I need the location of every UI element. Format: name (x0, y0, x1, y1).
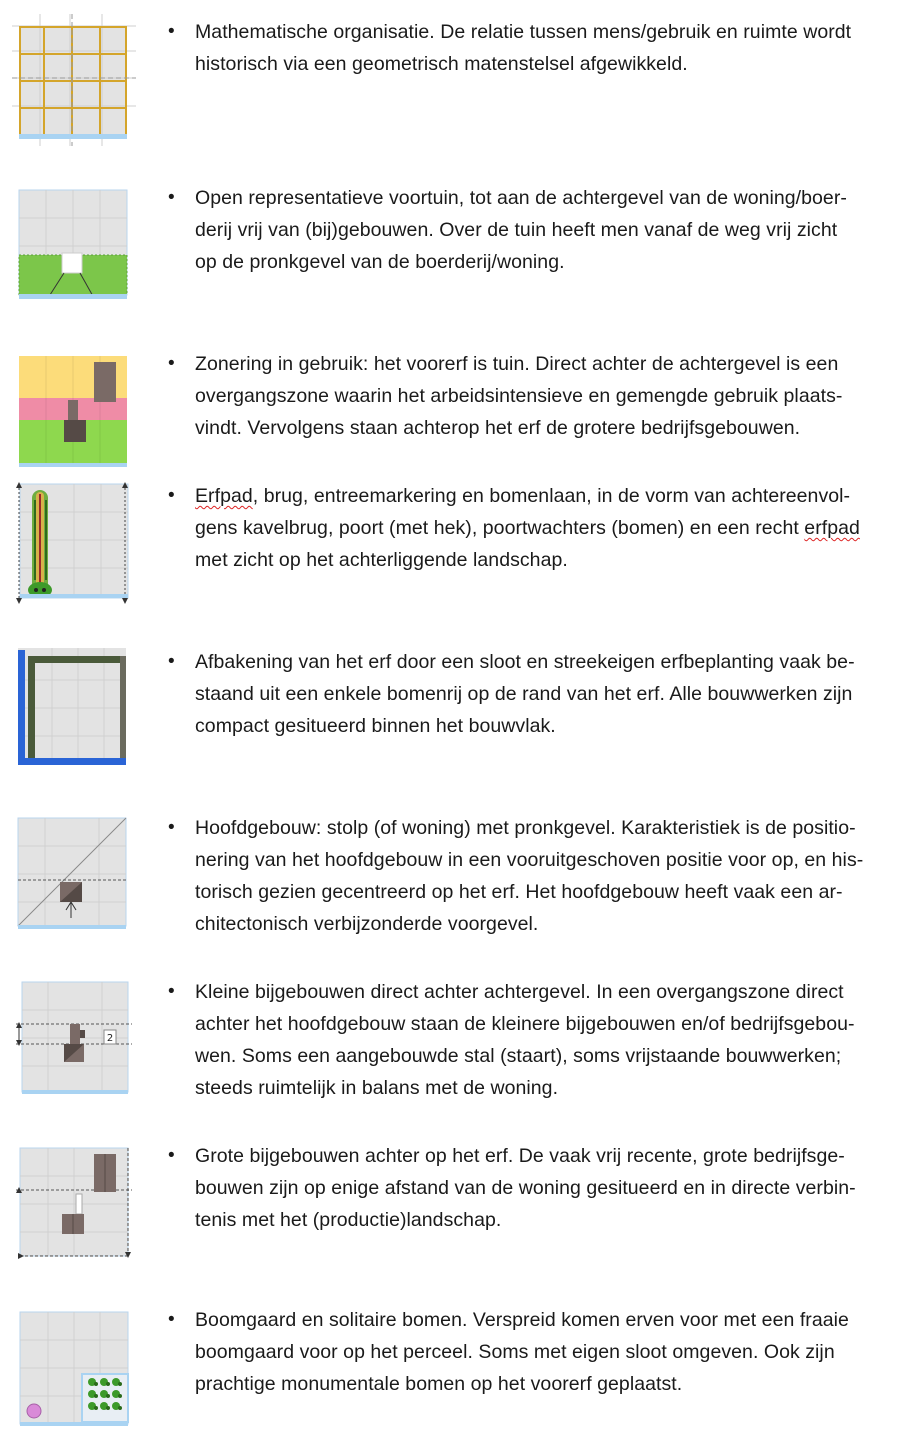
bullet: • (168, 353, 175, 374)
zoning-icon (12, 346, 136, 468)
text-line: compact gesitueerd binnen het bouwvlak. (195, 715, 556, 737)
list-item (0, 14, 918, 148)
bullet: • (168, 981, 175, 1002)
geometric-grid-icon (12, 14, 136, 146)
bullet: • (168, 1145, 175, 1166)
text-line-rest: , brug, entreemarkering en bomenlaan, in de vorm van achtereenvol- (252, 485, 851, 507)
text-line: prachtige monumentale bomen op het voorerf geplaatst. (195, 1373, 683, 1395)
text-line: Afbakening van het erf door een sloot en streekeigen erfbeplanting vaak be- (195, 651, 855, 673)
item-text (195, 812, 909, 940)
list-item (0, 810, 918, 936)
text-line: Open representatieve voortuin, tot aan de achtergevel van de woning/boer- (195, 187, 847, 209)
list-item (0, 180, 918, 306)
text-line-rest: gens kavelbrug, poort (met hek), poortwachters (bomen) en een recht (195, 517, 805, 539)
bullet: • (168, 651, 175, 672)
text-line: bouwen zijn op enige afstand van de woning gesitueerd en in directe verbin- (195, 1177, 856, 1199)
text-line: Mathematische organisatie. De relatie tussen mens/gebruik en ruimte wordt (195, 21, 852, 43)
text-line: Kleine bijgebouwen direct achter achtergevel. In een overgangszone direct (195, 981, 844, 1003)
text-line: met zicht op het achterliggende landschap. (195, 549, 568, 571)
yard-boundary-icon (12, 644, 136, 768)
small-outbuildings-icon (12, 974, 136, 1100)
text-line: Zonering in gebruik: het voorerf is tuin. Direct achter de achtergevel is een (195, 353, 839, 375)
text-line: Hoofdgebouw: stolp (of woning) met pronkgevel. Karakteristiek is de positio- (195, 817, 856, 839)
text-line: chitectonisch verbijzonderde voorgevel. (195, 913, 539, 935)
bullet: • (168, 817, 175, 838)
orchard-trees-icon (12, 1302, 136, 1430)
text-line: historisch via een geometrisch matenstelsel afgewikkeld. (195, 53, 688, 75)
text-line (195, 512, 909, 544)
item-text (195, 348, 909, 444)
text-line: wen. Soms een aangebouwde stal (staart), soms vrijstaande bouwwerken; (195, 1045, 842, 1067)
spelling-flag: erfpad (804, 517, 860, 539)
main-building-icon (12, 810, 136, 934)
item-text (195, 1140, 909, 1236)
text-line: derij vrij van (bij)gebouwen. Over de tuin heeft men vanaf de weg vrij zicht (195, 219, 838, 241)
list-item (0, 346, 918, 470)
text-line: op de pronkgevel van de boerderij/woning. (195, 251, 565, 273)
item-text (195, 646, 909, 742)
list-item (0, 1138, 918, 1266)
item-text (195, 480, 909, 576)
text-line: achter het hoofdgebouw staan de kleinere bijgebouwen en/of bedrijfsgebou- (195, 1013, 855, 1035)
text-line: steeds ruimtelijk in balans met de woning. (195, 1077, 559, 1099)
text-line: overgangszone waarin het arbeidsintensieve en gemengde gebruik plaats- (195, 385, 843, 407)
item-text (195, 976, 909, 1104)
list-item (0, 644, 918, 770)
bullet: • (168, 485, 175, 506)
list-item (0, 478, 918, 608)
diagram-number: 2 (106, 1033, 114, 1044)
bullet: • (168, 187, 175, 208)
item-text (195, 1304, 909, 1400)
bullet: • (168, 21, 175, 42)
bullet: • (168, 1309, 175, 1330)
text-line: tenis met het (productie)landschap. (195, 1209, 502, 1231)
text-line: Boomgaard en solitaire bomen. Verspreid komen erven voor met een fraaie (195, 1309, 849, 1331)
text-line: staand uit een enkele bomenrij op de rand van het erf. Alle bouwwerken zijn (195, 683, 853, 705)
front-garden-view-icon (12, 180, 136, 304)
text-line (195, 480, 909, 512)
text-line: vindt. Vervolgens staan achterop het erf de grotere bedrijfsgebouwen. (195, 417, 801, 439)
farm-path-avenue-icon (12, 478, 136, 606)
large-outbuildings-icon (12, 1138, 136, 1264)
text-line: boomgaard voor op het perceel. Soms met eigen sloot omgeven. Ook zijn (195, 1341, 835, 1363)
text-line: Grote bijgebouwen achter op het erf. De vaak vrij recente, grote bedrijfsge- (195, 1145, 845, 1167)
spelling-flag: Erfpad (195, 485, 253, 507)
list-item (0, 1302, 918, 1432)
list-item (0, 974, 918, 1102)
text-line: nering van het hoofdgebouw in een vooruitgeschoven positie voor op, en his- (195, 849, 864, 871)
text-line: torisch gezien gecentreerd op het erf. Het hoofdgebouw heeft vaak een ar- (195, 881, 843, 903)
item-text (195, 182, 909, 278)
item-text (195, 16, 909, 80)
